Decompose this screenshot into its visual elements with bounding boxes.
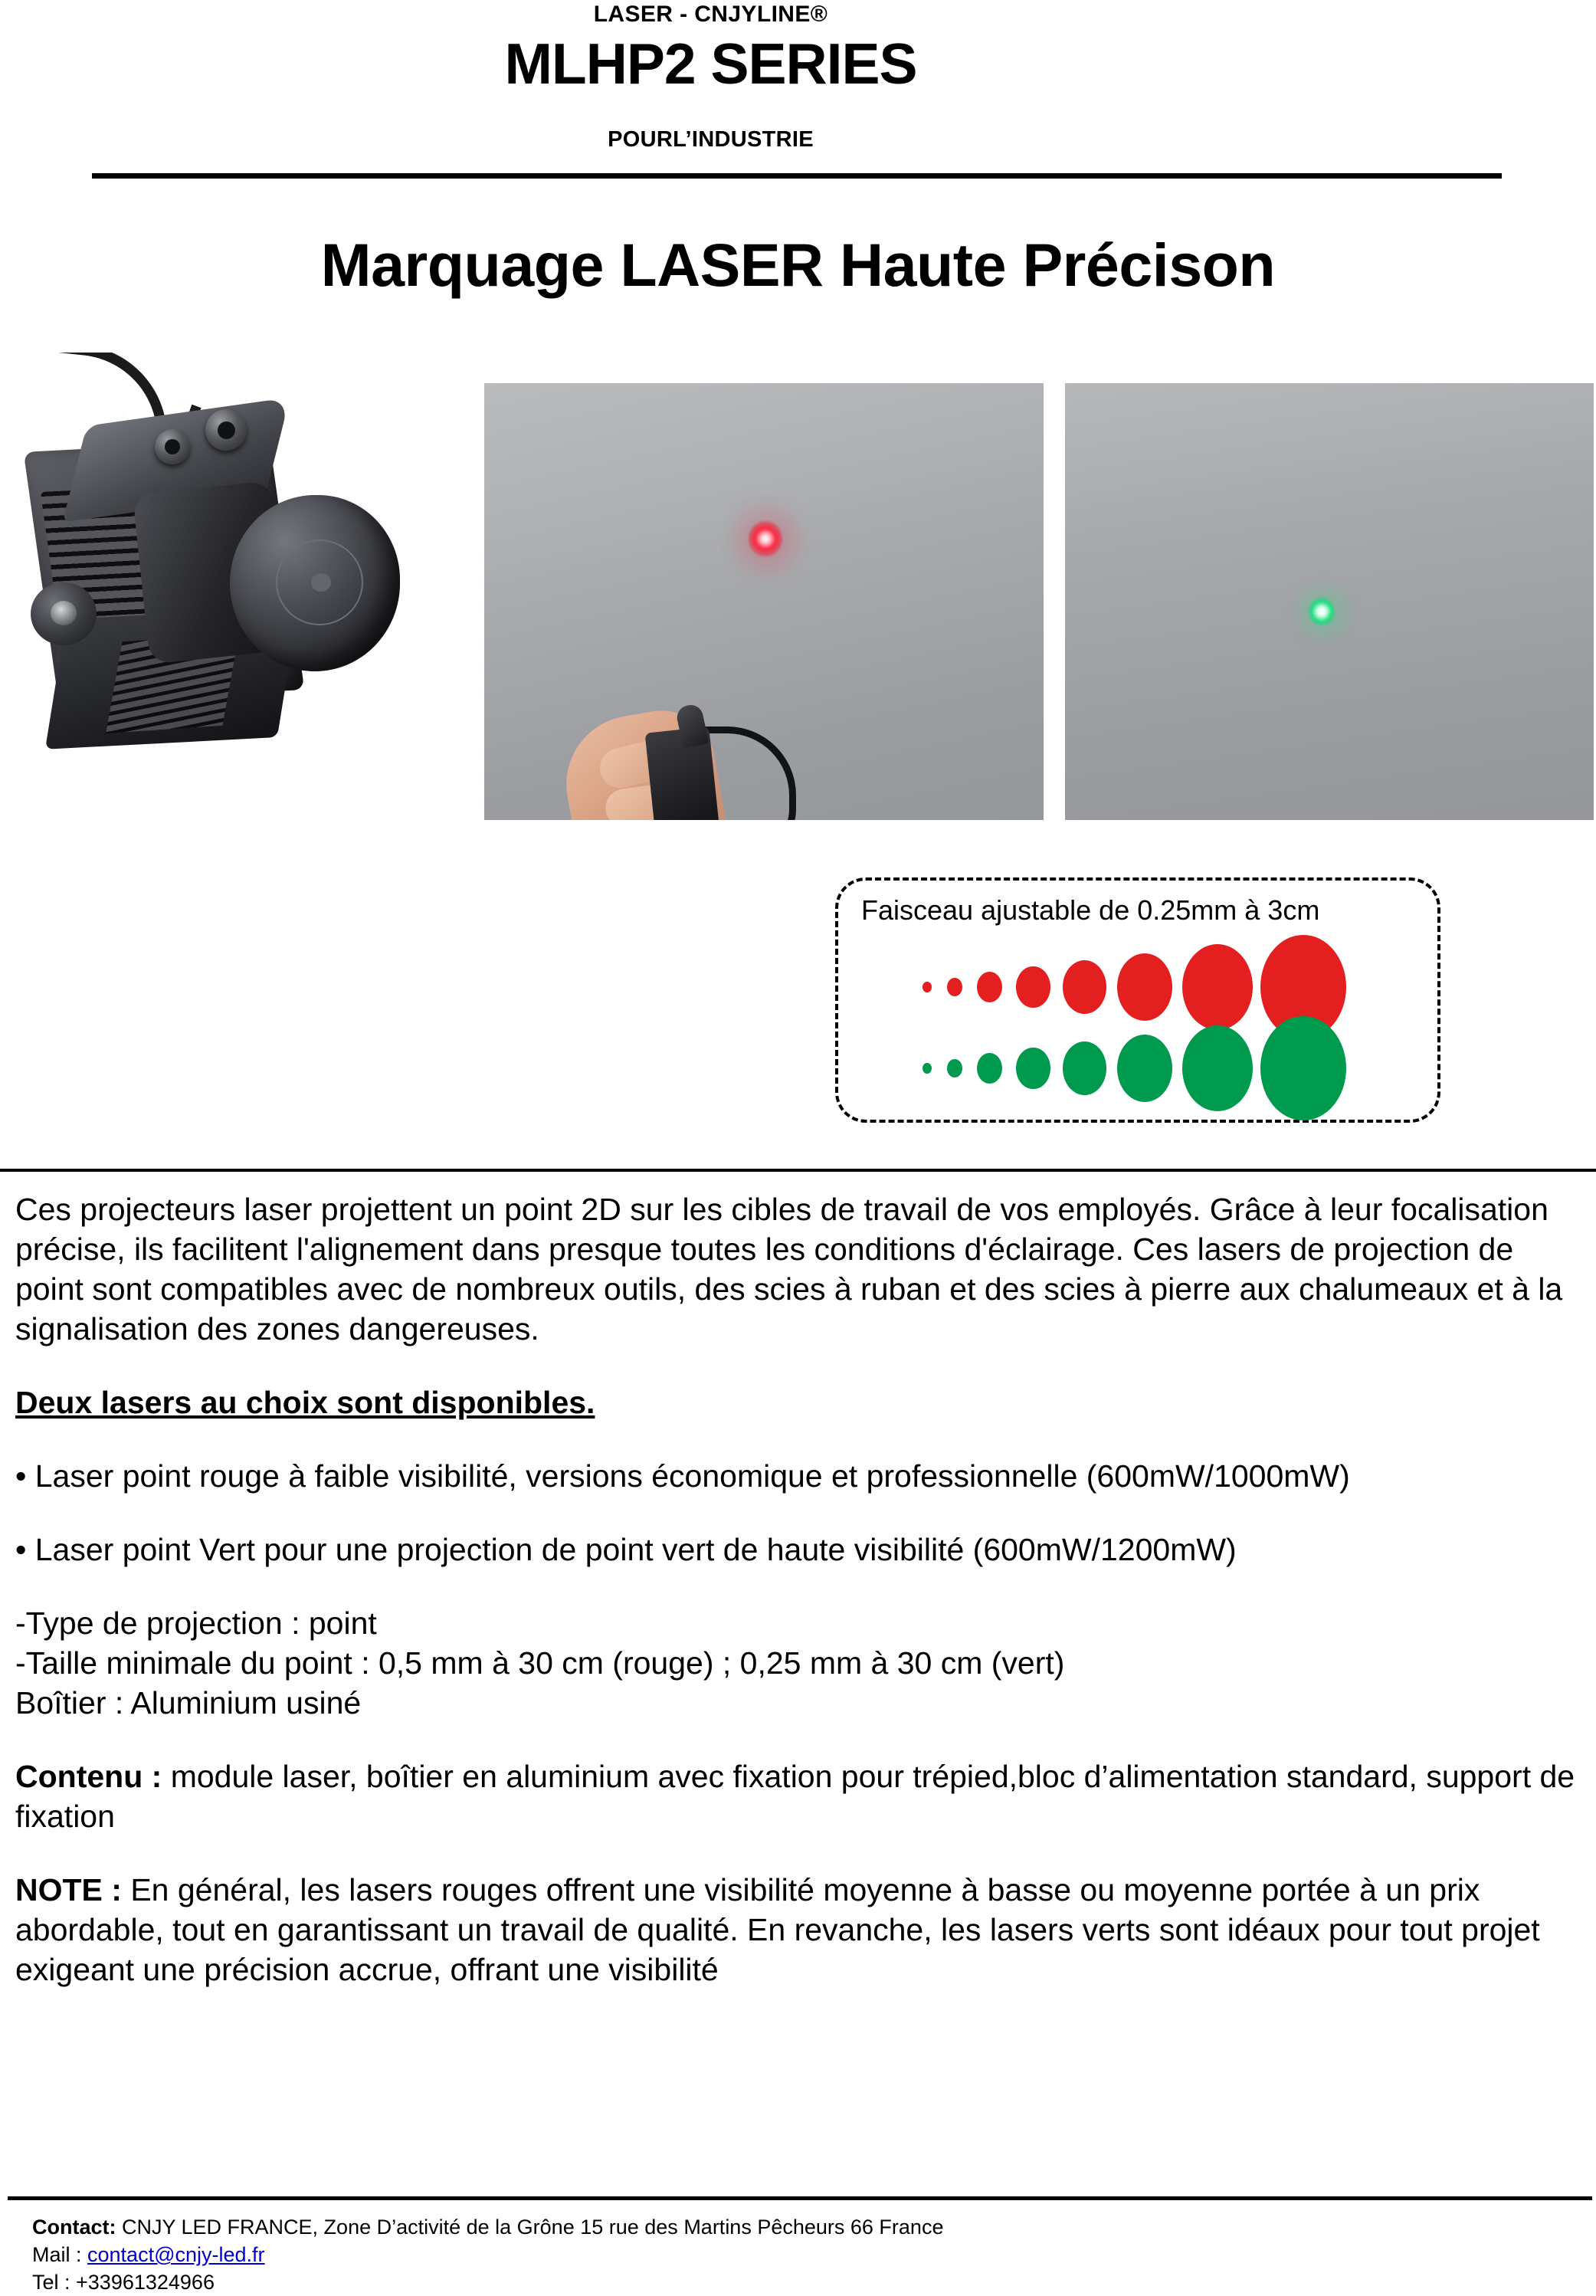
knurled-screw-icon: [205, 409, 247, 451]
red-laser-dot: [749, 521, 782, 556]
beam-dot: [1260, 1016, 1346, 1121]
lens-inner-ring: [276, 540, 363, 625]
brand-line: LASER - CNJYLINE®: [593, 2, 828, 27]
beam-dot: [1117, 1035, 1172, 1102]
page-footer: [32, 2213, 1565, 2296]
red-laser-dot-photo: [484, 383, 1044, 820]
beam-dot: [923, 1063, 932, 1074]
beam-dot: [1117, 953, 1172, 1021]
header-divider: [92, 173, 1502, 179]
lens-cap: [230, 495, 400, 671]
spec-dot-size: -Taille minimale du point : 0,5 mm à 30 cm (rouge) ; 0,25 mm à 30 cm (vert): [15, 1645, 1065, 1681]
beam-dot: [1063, 960, 1106, 1014]
beam-dot: [947, 1059, 962, 1077]
footer-divider: [8, 2196, 1592, 2200]
mail-label: Mail :: [32, 2243, 88, 2266]
series-title: MLHP2 SERIES: [504, 31, 917, 96]
body-content: [15, 1189, 1583, 1989]
beam-adjustment-diagram: [835, 877, 1440, 1123]
note-text: En général, les lasers rouges offrent une visibilité moyenne à basse ou moyenne portée à un prix abordable, tout en garantissant un travail de qualité. En revanche, les lasers verts sont idéaux pour tout projet exigeant une précision accrue, offrant une visibilité: [15, 1872, 1540, 1987]
body-top-divider: [0, 1169, 1596, 1172]
page-header: [0, 0, 1596, 178]
contenu-label: Contenu :: [15, 1759, 162, 1794]
beam-dot: [1182, 944, 1253, 1030]
spec-projection-type: -Type de projection : point: [15, 1606, 377, 1641]
green-laser-dot-photo: [1065, 383, 1594, 820]
beam-dot: [923, 982, 932, 993]
beam-dot: [947, 978, 962, 996]
bullet-red-laser: • Laser point rouge à faible visibilité, versions économique et professionnelle (600mW/1000mW): [15, 1458, 1350, 1494]
intro-paragraph: Ces projecteurs laser projettent un point 2D sur les cibles de travail de vos employés. Grâce à leur focalisation précise, ils facilitent l'alignement dans presque toutes les conditions d'éclairage. Ces lasers de projection de point sont compatibles avec de nombreux outils, des scies à ruban et des scies à pierre aux chalumeaux et à la signalisation des zones dangereuses.: [15, 1192, 1563, 1346]
page-title: Marquage LASER Haute Précison: [320, 231, 1276, 299]
beam-dot: [1016, 966, 1050, 1009]
red-beam-size-series: [923, 945, 1428, 1029]
green-laser-dot: [1309, 598, 1335, 625]
beam-dot: [977, 972, 1002, 1002]
contenu-paragraph: [15, 1756, 1583, 1836]
footer-contact-line: [32, 2213, 1565, 2241]
beam-diagram-caption: Faisceau ajustable de 0.25mm à 3cm: [861, 894, 1320, 926]
knurled-screw-icon: [155, 429, 190, 464]
note-label: NOTE :: [15, 1872, 122, 1907]
green-beam-size-series: [923, 1026, 1428, 1110]
contenu-text: module laser, boîtier en aluminium avec fixation pour trépied,bloc d’alimentation standard, support de fixation: [15, 1759, 1575, 1834]
footer-mail-line: [32, 2241, 1565, 2268]
note-paragraph: [15, 1870, 1583, 1989]
series-tagline: POURL’INDUSTRIE: [608, 127, 814, 152]
bullet-green-laser: • Laser point Vert pour une projection de point vert de haute visibilité (600mW/1200mW): [15, 1532, 1237, 1567]
beam-dot: [977, 1053, 1002, 1084]
beam-dot: [1016, 1048, 1050, 1090]
adjustment-knob-icon: [31, 582, 97, 645]
product-photo-row: [0, 353, 1596, 843]
beam-dot: [1182, 1025, 1253, 1111]
laser-projector-device-photo: [0, 353, 460, 843]
choice-heading: Deux lasers au choix sont disponibles.: [15, 1385, 595, 1420]
footer-tel-line: Tel : +33961324966: [32, 2271, 215, 2294]
device-cable: [705, 727, 796, 820]
beam-dot: [1063, 1041, 1106, 1095]
contact-label: Contact:: [32, 2216, 116, 2239]
lens-aperture-icon: [311, 573, 331, 592]
email-link[interactable]: contact@cnjy-led.fr: [87, 2243, 265, 2266]
contact-address: CNJY LED FRANCE, Zone D’activité de la Grône 15 rue des Martins Pêcheurs 66 France: [116, 2216, 944, 2239]
spec-housing: Boîtier : Aluminium usiné: [15, 1685, 362, 1720]
